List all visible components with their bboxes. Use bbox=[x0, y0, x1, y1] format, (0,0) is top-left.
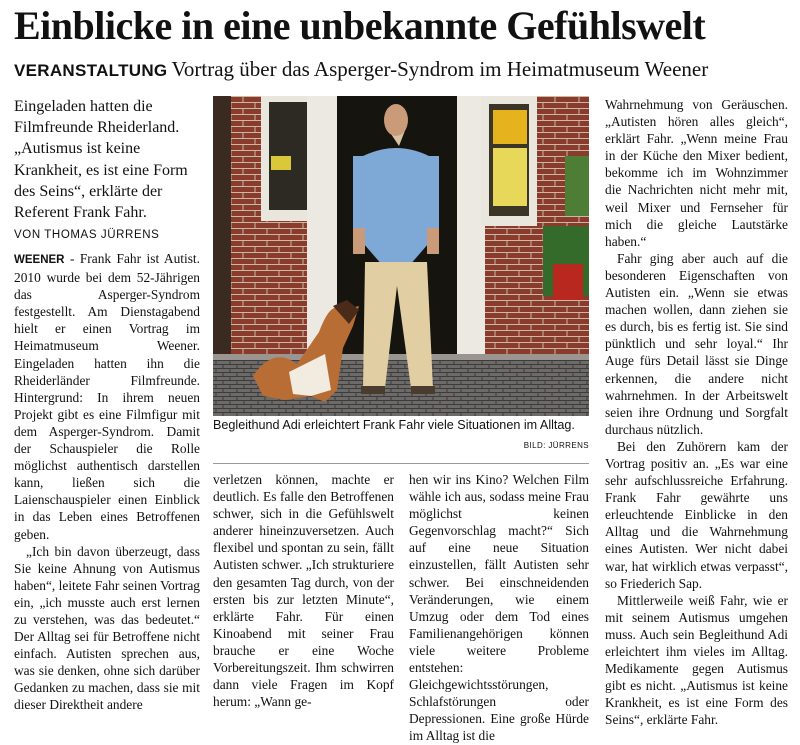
subheadline bbox=[14, 56, 708, 84]
headline: Einblicke in eine unbekannte Gefühlswelt bbox=[14, 3, 706, 48]
lead-paragraph: Eingeladen hatten die Filmfreunde Rheiderland. „Autismus ist keine Krankheit, es ist eine Form des Seins“, erklärte der Referent Frank Fahr. bbox=[14, 98, 188, 222]
photo-illustration bbox=[213, 96, 589, 416]
article-column-3 bbox=[409, 471, 589, 745]
article-column-2 bbox=[213, 471, 394, 710]
article-photo bbox=[213, 96, 589, 416]
dateline: WEENER bbox=[14, 254, 65, 266]
paragraph: „Ich bin davon überzeugt, dass Sie keine Ahnung von Autismus haben“, leitete Fahr seinen Vortrag ein, „ich musste auch erst lernen zu verstehen, was das bedeutet.“ Der Alltag sei für Betroffene nicht einfach. Autisten sprechen aus, was sie denken, ohne sich darüber Gedanken zu machen, dass sie mit dieser Direktheit andere bbox=[14, 543, 200, 713]
paragraph: verletzen können, machte er deutlich. Es falle den Betroffenen schwer, sich in die Gefühlswelt anderer hineinzuversetzen. Auch flexibel und spontan zu sein, fällt Autisten schwer. „Ich strukturiere den gesamten Tag durch, von der ersten bis zur letzten Minute“, erklärte Fahr. Für einen Kinoabend mit seiner Frau brauche er eine Woche Vorbereitungszeit. Ihm schwirren dann viele Fragen im Kopf herum: „Wann ge- bbox=[213, 472, 394, 710]
paragraph: Mittlerweile weiß Fahr, wie er mit seinem Autismus umgehen muss. Auch sein Begleithund Adi erleichtert ihm vieles im Alltag. Medikamente gegen Autismus gibt es nicht. „Autismus ist keine Krankheit, es ist eine Form des Seins“, erklärte Fahr. bbox=[605, 592, 788, 728]
paragraph: hen wir ins Kino? Welchen Film wähle ich aus, sodass meine Frau möglichst keinen Gegenvorschlag macht?“ Sich auf eine neue Situation einzustellen, fällt Autisten sehr schwer. Bei einschneidenden Veränderungen, wie einem Umzug oder dem Tod eines Familienangehörigen können viele weitere Probleme entstehen: Gleichgewichtsstörungen, Schlafstörungen oder Depressionen. Eine große Hürde im Alltag ist die bbox=[409, 472, 589, 744]
kicker: VERANSTALTUNG bbox=[14, 61, 168, 80]
article-column-1 bbox=[14, 250, 200, 714]
paragraph: Bei den Zuhörern kam der Vortrag positiv an. „Es war eine sehr aufschlussreiche Erfahrung. Frank Fahr gewährte uns erleuchtende Einblicke in den Alltag und die Wahrnehmung eines Autisten. Wer nicht dabei war, hat wirklich etwas verpasst“, so Friederich Sap. bbox=[605, 438, 788, 591]
photo-caption: Begleithund Adi erleichtert Frank Fahr viele Situationen im Alltag. bbox=[213, 418, 575, 432]
paragraph-text: - Frank Fahr ist Autist. 2010 wurde bei dem 52-Jährigen das Asperger-Syndrom festgestellt. Am Dienstagabend hielt er einen Vortrag im Heimatmuseum Weener. Eingeladen hatten ihn die Rheiderländer Filmfreunde. Hintergrund: In ihrem neuen Projekt gibt es eine Filmfigur mit dem Asperger-Syndrom. Damit der Schauspieler die Rolle möglichst authentisch darstellen kann, ließen sich die Laienschauspieler einen Einblick in das Leben eines Betroffenen geben. bbox=[14, 251, 200, 542]
divider bbox=[213, 463, 589, 464]
subheadline-text: Vortrag über das Asperger-Syndrom im Heimatmuseum Weener bbox=[171, 57, 709, 81]
article-column-4 bbox=[605, 96, 788, 728]
paragraph: Wahrnehmung von Geräuschen. „Autisten hören alles gleich“, erklärt Fahr. „Wenn meine Frau in der Küche den Mixer bedient, bekomme ich im Wohnzimmer die Nachrichten nicht mehr mit, weil Mixer und Fernseher für mich die gleiche Lautstärke haben.“ bbox=[605, 97, 788, 249]
paragraph: Fahr ging aber auch auf die besonderen Eigenschaften von Autisten ein. „Wenn sie etwas machen wollen, dann ziehen sie es durch, bis es fertig ist. Sie sind pünktlich und sehr loyal.“ Ihr Auge fürs Detail lässt sie Dinge erkennen, die andere nicht wahrnehmen. In der Arbeitswelt seien ihre Ordnung und Sorgfalt durchaus nützlich. bbox=[605, 250, 788, 437]
photo-credit: BILD: JÜRRENS bbox=[523, 441, 589, 450]
byline: VON THOMAS JÜRRENS bbox=[14, 229, 160, 241]
paragraph bbox=[14, 250, 200, 543]
